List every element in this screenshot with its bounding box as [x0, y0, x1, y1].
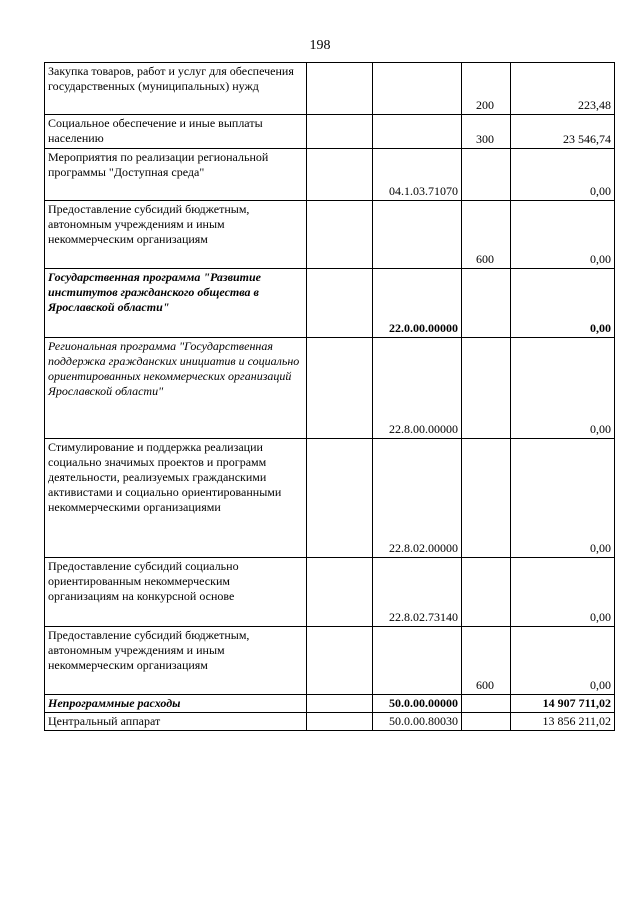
row-name: Предоставление субсидий бюджетным, автономным учреждениям и иным некоммерческим организациям: [45, 627, 307, 695]
row-name: Предоставление субсидий бюджетным, автономным учреждениям и иным некоммерческим организациям: [45, 201, 307, 269]
row-amount: 0,00: [511, 201, 615, 269]
row-target-code: 22.0.00.00000: [373, 269, 462, 338]
table-body: [45, 63, 615, 731]
row-expense-type: [462, 713, 511, 731]
row-name: Непрограммные расходы: [45, 695, 307, 713]
row-section: [307, 201, 373, 269]
table-row: [45, 558, 615, 627]
table-row: [45, 439, 615, 558]
row-expense-type: [462, 558, 511, 627]
table-row: [45, 627, 615, 695]
row-name: Региональная программа "Государственная поддержка гражданских инициатив и социально ориентированных некоммерческих организаций Ярославской области": [45, 338, 307, 439]
row-name: Государственная программа "Развитие институтов гражданского общества в Ярославской области": [45, 269, 307, 338]
row-expense-type: [462, 439, 511, 558]
budget-table: [44, 62, 615, 731]
row-section: [307, 338, 373, 439]
row-amount: 23 546,74: [511, 115, 615, 149]
row-expense-type: [462, 149, 511, 201]
row-amount: 0,00: [511, 558, 615, 627]
row-section: [307, 695, 373, 713]
table-row: [45, 713, 615, 731]
row-target-code: 22.8.00.00000: [373, 338, 462, 439]
row-expense-type: 600: [462, 201, 511, 269]
row-expense-type: 600: [462, 627, 511, 695]
row-section: [307, 558, 373, 627]
row-amount: 0,00: [511, 338, 615, 439]
row-target-code: 50.0.00.80030: [373, 713, 462, 731]
row-section: [307, 439, 373, 558]
row-section: [307, 269, 373, 338]
row-expense-type: [462, 269, 511, 338]
row-section: [307, 115, 373, 149]
row-amount: 0,00: [511, 627, 615, 695]
row-target-code: [373, 63, 462, 115]
row-name: Центральный аппарат: [45, 713, 307, 731]
row-section: [307, 627, 373, 695]
row-amount: 0,00: [511, 269, 615, 338]
row-expense-type: [462, 695, 511, 713]
row-name: Закупка товаров, работ и услуг для обеспечения государственных (муниципальных) нужд: [45, 63, 307, 115]
row-target-code: [373, 115, 462, 149]
row-target-code: 22.8.02.73140: [373, 558, 462, 627]
row-target-code: [373, 201, 462, 269]
row-section: [307, 713, 373, 731]
table-row: [45, 269, 615, 338]
row-expense-type: [462, 338, 511, 439]
row-amount: 14 907 711,02: [511, 695, 615, 713]
row-expense-type: 300: [462, 115, 511, 149]
row-target-code: 04.1.03.71070: [373, 149, 462, 201]
row-target-code: 22.8.02.00000: [373, 439, 462, 558]
row-name: Социальное обеспечение и иные выплаты населению: [45, 115, 307, 149]
table-row: [45, 63, 615, 115]
row-name: Предоставление субсидий социально ориентированным некоммерческим организациям на конкурсной основе: [45, 558, 307, 627]
row-section: [307, 63, 373, 115]
row-target-code: 50.0.00.00000: [373, 695, 462, 713]
table-row: [45, 149, 615, 201]
table-row: [45, 201, 615, 269]
table-row: [45, 338, 615, 439]
page-number: 198: [309, 38, 331, 53]
row-name: Мероприятия по реализации региональной программы "Доступная среда": [45, 149, 307, 201]
row-expense-type: 200: [462, 63, 511, 115]
table-row: [45, 115, 615, 149]
row-amount: 13 856 211,02: [511, 713, 615, 731]
row-name: Стимулирование и поддержка реализации социально значимых проектов и программ деятельности, реализуемых гражданскими активистами и социально ориентированными некоммерческими организациями: [45, 439, 307, 558]
row-amount: 0,00: [511, 149, 615, 201]
row-amount: 223,48: [511, 63, 615, 115]
row-section: [307, 149, 373, 201]
table-row: [45, 695, 615, 713]
row-target-code: [373, 627, 462, 695]
row-amount: 0,00: [511, 439, 615, 558]
